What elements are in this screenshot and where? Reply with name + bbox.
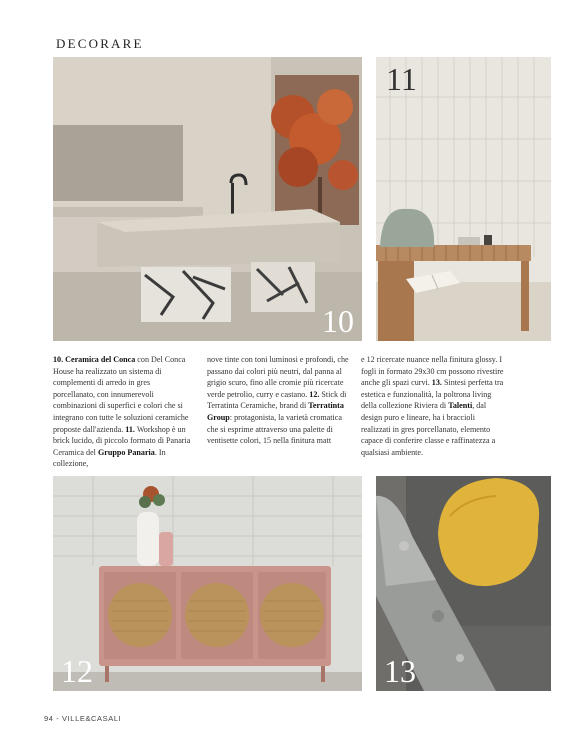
caption-text: Stick di Terratinta Ceramiche, brand di [207, 389, 347, 411]
photo-brick-wall-bench [376, 57, 551, 341]
caption-bold-text: 11. [125, 424, 135, 434]
caption-text: : protagonista, la varietà cromatica che si esprime attraverso una palette di ventisette colori, 15 nella finitura matt [207, 412, 342, 446]
caption-text: , dal design puro e lineare, ha i braccioli realizzati in gres porcellanato, elemento capace di conferire classe e raffinatezza a qualsiasi ambiente. [361, 401, 496, 457]
photo-sideboard [53, 476, 362, 691]
caption-text: Workshop è un brick lucido, di piccolo formato di Panaria Ceramica del [53, 424, 191, 457]
section-title: DECORARE [56, 36, 144, 51]
caption-bold-text: 10. Ceramica del Conca [53, 355, 136, 364]
caption-text: nove tinte con toni luminosi e profondi, che passano dai colori più neutri, dal panna al grigio scuro, fino alle cromie più ricercate verde petrolio, curry e castano. [207, 355, 349, 399]
kitchen-island-illustration [53, 57, 362, 341]
caption-bold-text: 12. [309, 389, 320, 399]
photo-number-13: 13 [384, 653, 416, 689]
photo-number-11: 11 [386, 61, 417, 97]
photo-kitchen-island [53, 57, 362, 341]
caption-column-3 [361, 354, 506, 458]
caption-bold-text: Terratinta Group [207, 401, 344, 422]
caption-column-2 [207, 354, 352, 447]
brick-wall-illustration [376, 57, 551, 341]
caption-bold-text: Gruppo Panaria [97, 447, 155, 457]
caption-bold-text: 13. [431, 378, 442, 388]
photo-number-10: 10 [322, 303, 354, 339]
page-footer: 94 - VILLE&CASALI [44, 714, 122, 723]
caption-bold-text: Talenti [448, 401, 473, 411]
photo-armchair [376, 476, 551, 691]
caption-text: . In collezione, [53, 447, 166, 469]
caption-text: e 12 ricercate nuance nella finitura glossy. I fogli in formato 29x30 cm possono rivestire anche gli spazi curvi. [361, 355, 504, 388]
caption-text: Sintesi perfetta tra estetica e funzionalità, la poltrona living della collezione Riviera di [361, 378, 504, 411]
sideboard-illustration [53, 476, 362, 691]
caption-column-1 [53, 354, 193, 470]
caption-text: con Del Conca House ha realizzato un sistema di complementi di arredo in gres porcellanato, con innumerevoli combinazioni di superfici e colori che si integrano con tutte le soluzioni ceramiche proposte dall'azienda. [53, 355, 189, 434]
photo-number-12: 12 [61, 653, 93, 689]
